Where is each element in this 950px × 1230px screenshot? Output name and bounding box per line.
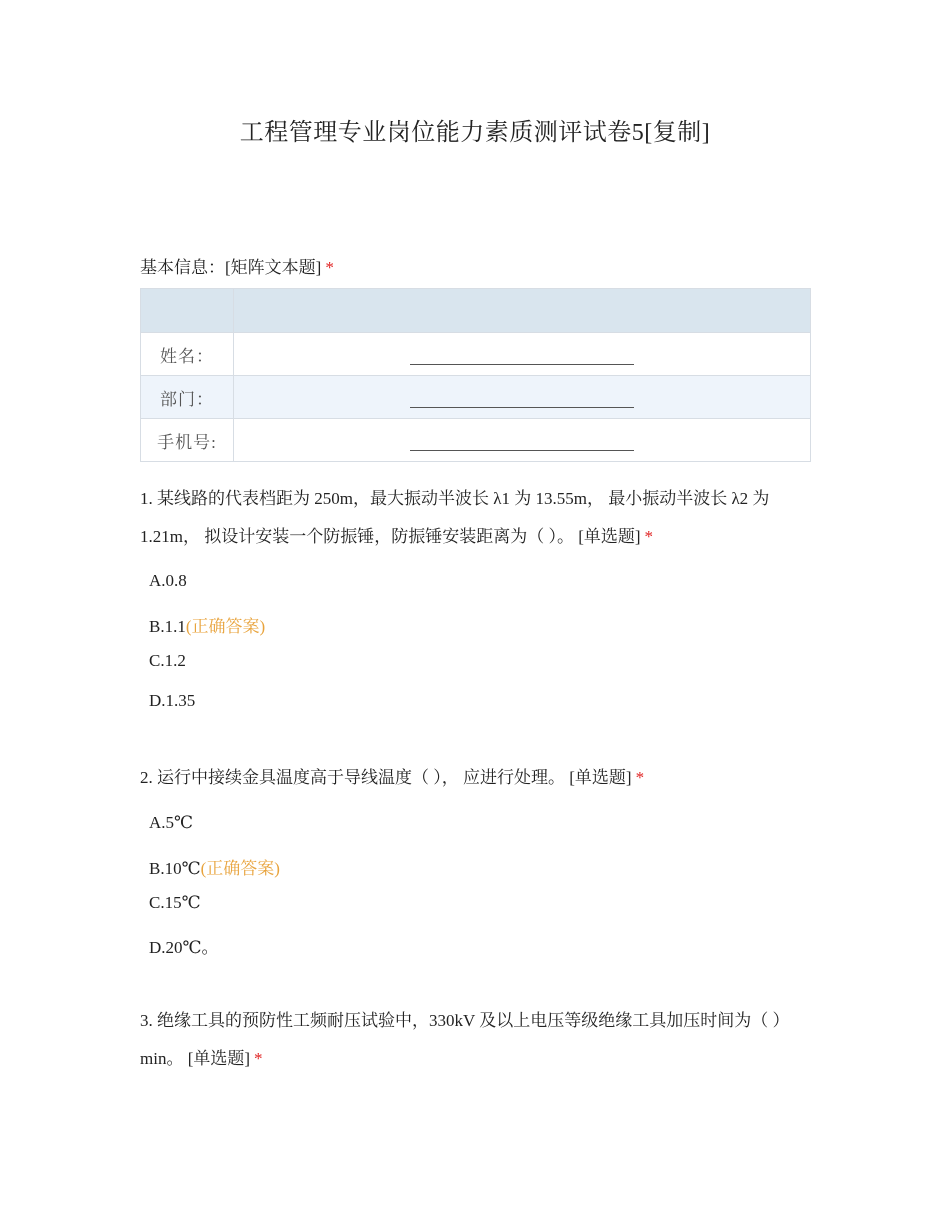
q1-option-a[interactable] — [149, 571, 187, 591]
basic-info-label — [140, 253, 334, 278]
option-text: A.0.8 — [149, 571, 187, 590]
name-field[interactable] — [234, 333, 811, 376]
q1-option-c[interactable] — [149, 651, 186, 671]
option-text: D.1.35 — [149, 691, 196, 710]
phone-blank[interactable] — [410, 430, 634, 451]
required-mark: * — [635, 768, 645, 787]
table-header-cell — [141, 289, 234, 333]
name-blank[interactable] — [410, 344, 634, 365]
q2-option-d[interactable] — [149, 933, 219, 958]
table-row — [141, 376, 811, 419]
table-header-row — [141, 289, 811, 333]
required-mark: * — [644, 527, 654, 546]
phone-field[interactable] — [234, 419, 811, 462]
required-mark: * — [254, 1049, 263, 1068]
option-text: C.1.2 — [149, 651, 186, 670]
correct-answer-tag: (正确答案) — [185, 617, 266, 636]
correct-answer-tag: (正确答案) — [200, 859, 280, 878]
q1-option-b[interactable] — [149, 612, 265, 637]
basic-info-table — [140, 288, 811, 462]
department-label: 部门： — [141, 376, 234, 419]
question-3 — [140, 1002, 812, 1078]
name-label: 姓名： — [141, 333, 234, 376]
page-title: 工程管理专业岗位能力素质测评试卷5[复制] — [239, 120, 711, 146]
option-text: B.10℃ — [149, 859, 201, 878]
table-header-cell — [234, 289, 811, 333]
option-text: C.15℃ — [149, 893, 201, 912]
table-row — [141, 419, 811, 462]
phone-label: 手机号: — [141, 419, 234, 462]
q2-option-b[interactable] — [149, 854, 280, 879]
option-text: B.1.1 — [149, 617, 186, 636]
q2-option-c[interactable] — [149, 893, 201, 913]
option-text: A.5℃ — [149, 813, 194, 832]
department-field[interactable] — [234, 376, 811, 419]
basic-info-label-text: 基本信息：[矩阵文本题] — [140, 258, 322, 277]
question-1 — [140, 480, 812, 556]
q2-option-a[interactable] — [149, 813, 193, 833]
question-1-text: 1. 某线路的代表档距为 250m，最大振动半波长 λ1 为 13.55m， 最小振动半波长 λ2 为 1.21m， 拟设计安装一个防振锤，防振锤安装距离为（ ）。 [单选题] — [140, 489, 770, 546]
question-2 — [140, 759, 812, 797]
required-mark: * — [325, 258, 334, 277]
department-blank[interactable] — [410, 387, 634, 408]
question-3-text: 3. 绝缘工具的预防性工频耐压试验中，330kV 及以上电压等级绝缘工具加压时间为（ ）min。 [单选题] — [140, 1011, 790, 1068]
question-2-text: 2. 运行中接续金具温度高于导线温度（ ）， 应进行处理。 [单选题] — [140, 768, 632, 787]
q1-option-d[interactable] — [149, 691, 195, 711]
option-text: D.20℃。 — [149, 938, 219, 957]
table-row — [141, 333, 811, 376]
